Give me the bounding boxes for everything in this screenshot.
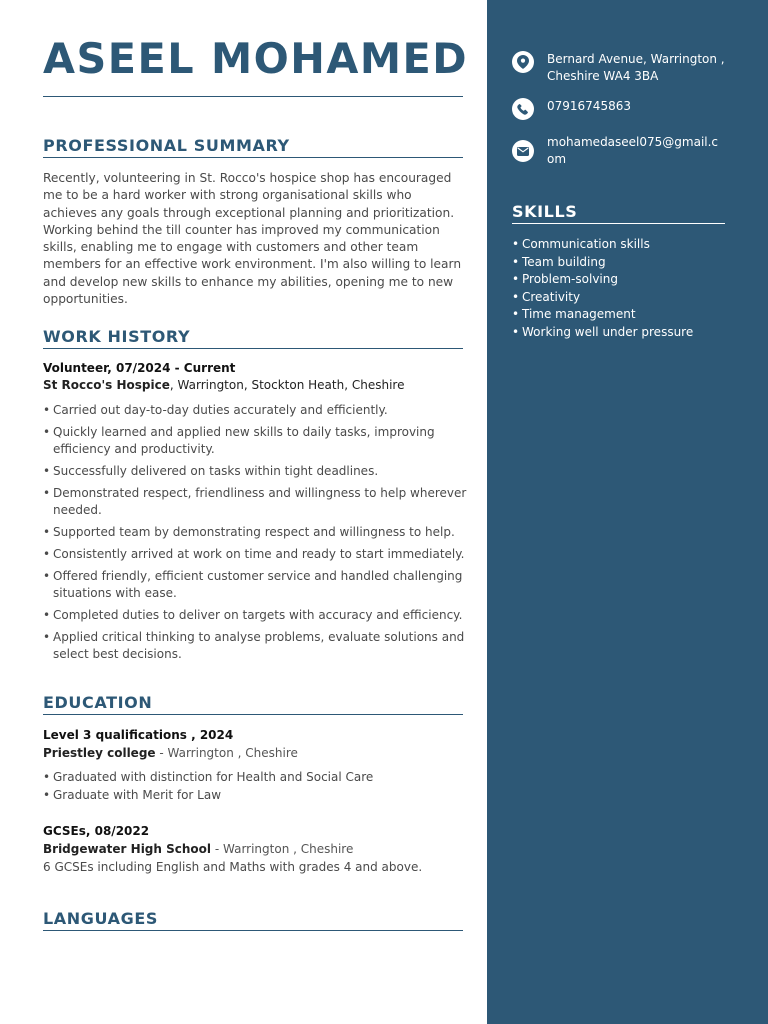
contact-email — [512, 134, 732, 168]
list-item: • Applied critical thinking to analyse problems, evaluate solutions and select best decisions. — [43, 629, 468, 663]
phone-icon — [512, 98, 534, 120]
skills-list — [512, 236, 693, 342]
list-item: • Supported team by demonstrating respect and willingness to help. — [43, 524, 468, 541]
list-item: • Successfully delivered on tasks within tight deadlines. — [43, 463, 468, 480]
work-bullet-list — [43, 402, 468, 668]
education-school-line — [43, 746, 298, 760]
skill-item: • Time management — [512, 306, 693, 324]
education-date: , 2024 — [186, 728, 234, 742]
job-title-line — [43, 361, 235, 375]
job-dates: , 07/2024 - Current — [107, 361, 236, 375]
list-item: • Graduate with Merit for Law — [43, 787, 468, 804]
education-date: , 08/2022 — [85, 824, 150, 838]
job-employer: St Rocco's Hospice — [43, 378, 170, 392]
contact-phone — [512, 98, 732, 120]
location-pin-icon — [512, 51, 534, 73]
education-title-line — [43, 824, 149, 838]
list-item: • Completed duties to deliver on targets with accuracy and efficiency. — [43, 607, 468, 624]
section-title-summary: PROFESSIONAL SUMMARY — [43, 136, 463, 158]
education-location: - Warrington , Cheshire — [211, 842, 354, 856]
education-location: - Warrington , Cheshire — [155, 746, 298, 760]
section-title-languages: LANGUAGES — [43, 909, 463, 931]
education-school: Bridgewater High School — [43, 842, 212, 856]
education-note: 6 GCSEs including English and Maths with grades 4 and above. — [43, 860, 423, 874]
skill-item: • Communication skills — [512, 236, 693, 254]
job-employer-line — [43, 378, 404, 392]
email-text[interactable]: mohamedaseel075@gmail.com — [547, 135, 719, 166]
list-item: • Carried out day-to-day duties accurately and efficiently. — [43, 402, 468, 419]
section-title-work-history: WORK HISTORY — [43, 327, 463, 349]
candidate-name: ASEEL MOHAMED — [43, 34, 469, 83]
sidebar — [487, 0, 768, 1024]
job-location: , Warrington, Stockton Heath, Cheshire — [169, 378, 405, 392]
skill-item: • Problem-solving — [512, 271, 693, 289]
education-school-line — [43, 842, 353, 856]
education-qualification: Level 3 qualifications — [43, 728, 187, 742]
education-bullet-list — [43, 769, 468, 805]
summary-paragraph: Recently, volunteering in St. Rocco's hospice shop has encouraged me to be a hard worker with strong organisational skills who achieves any goals through exceptional planning and prioritization. Working behind the till counter has improved my communication skills, enabling me to engage with customers and other team members for an effective work environment. I'm also willing to learn and develop new skills to enhance my abilities, opening me to new opportunities. — [43, 171, 462, 307]
education-qualification: GCSEs — [43, 824, 86, 838]
phone-text[interactable]: 07916745863 — [547, 99, 631, 113]
email-icon — [512, 140, 534, 162]
education-title-line — [43, 728, 233, 742]
skill-item: • Working well under pressure — [512, 324, 693, 342]
contact-address — [512, 51, 732, 85]
list-item: • Consistently arrived at work on time and ready to start immediately. — [43, 546, 468, 563]
address-text: Bernard Avenue, Warrington , Cheshire WA4 3BA — [547, 52, 725, 83]
section-title-education: EDUCATION — [43, 693, 463, 715]
section-title-skills: SKILLS — [512, 202, 725, 224]
job-role: Volunteer — [43, 361, 108, 375]
skill-item: • Team building — [512, 254, 693, 272]
education-school: Priestley college — [43, 746, 156, 760]
list-item: • Demonstrated respect, friendliness and willingness to help wherever needed. — [43, 485, 468, 519]
skill-item: • Creativity — [512, 289, 693, 307]
list-item: • Quickly learned and applied new skills to daily tasks, improving efficiency and productivity. — [43, 424, 468, 458]
list-item: • Graduated with distinction for Health and Social Care — [43, 769, 468, 786]
name-divider — [43, 96, 463, 97]
list-item: • Offered friendly, efficient customer service and handled challenging situations with ease. — [43, 568, 468, 602]
